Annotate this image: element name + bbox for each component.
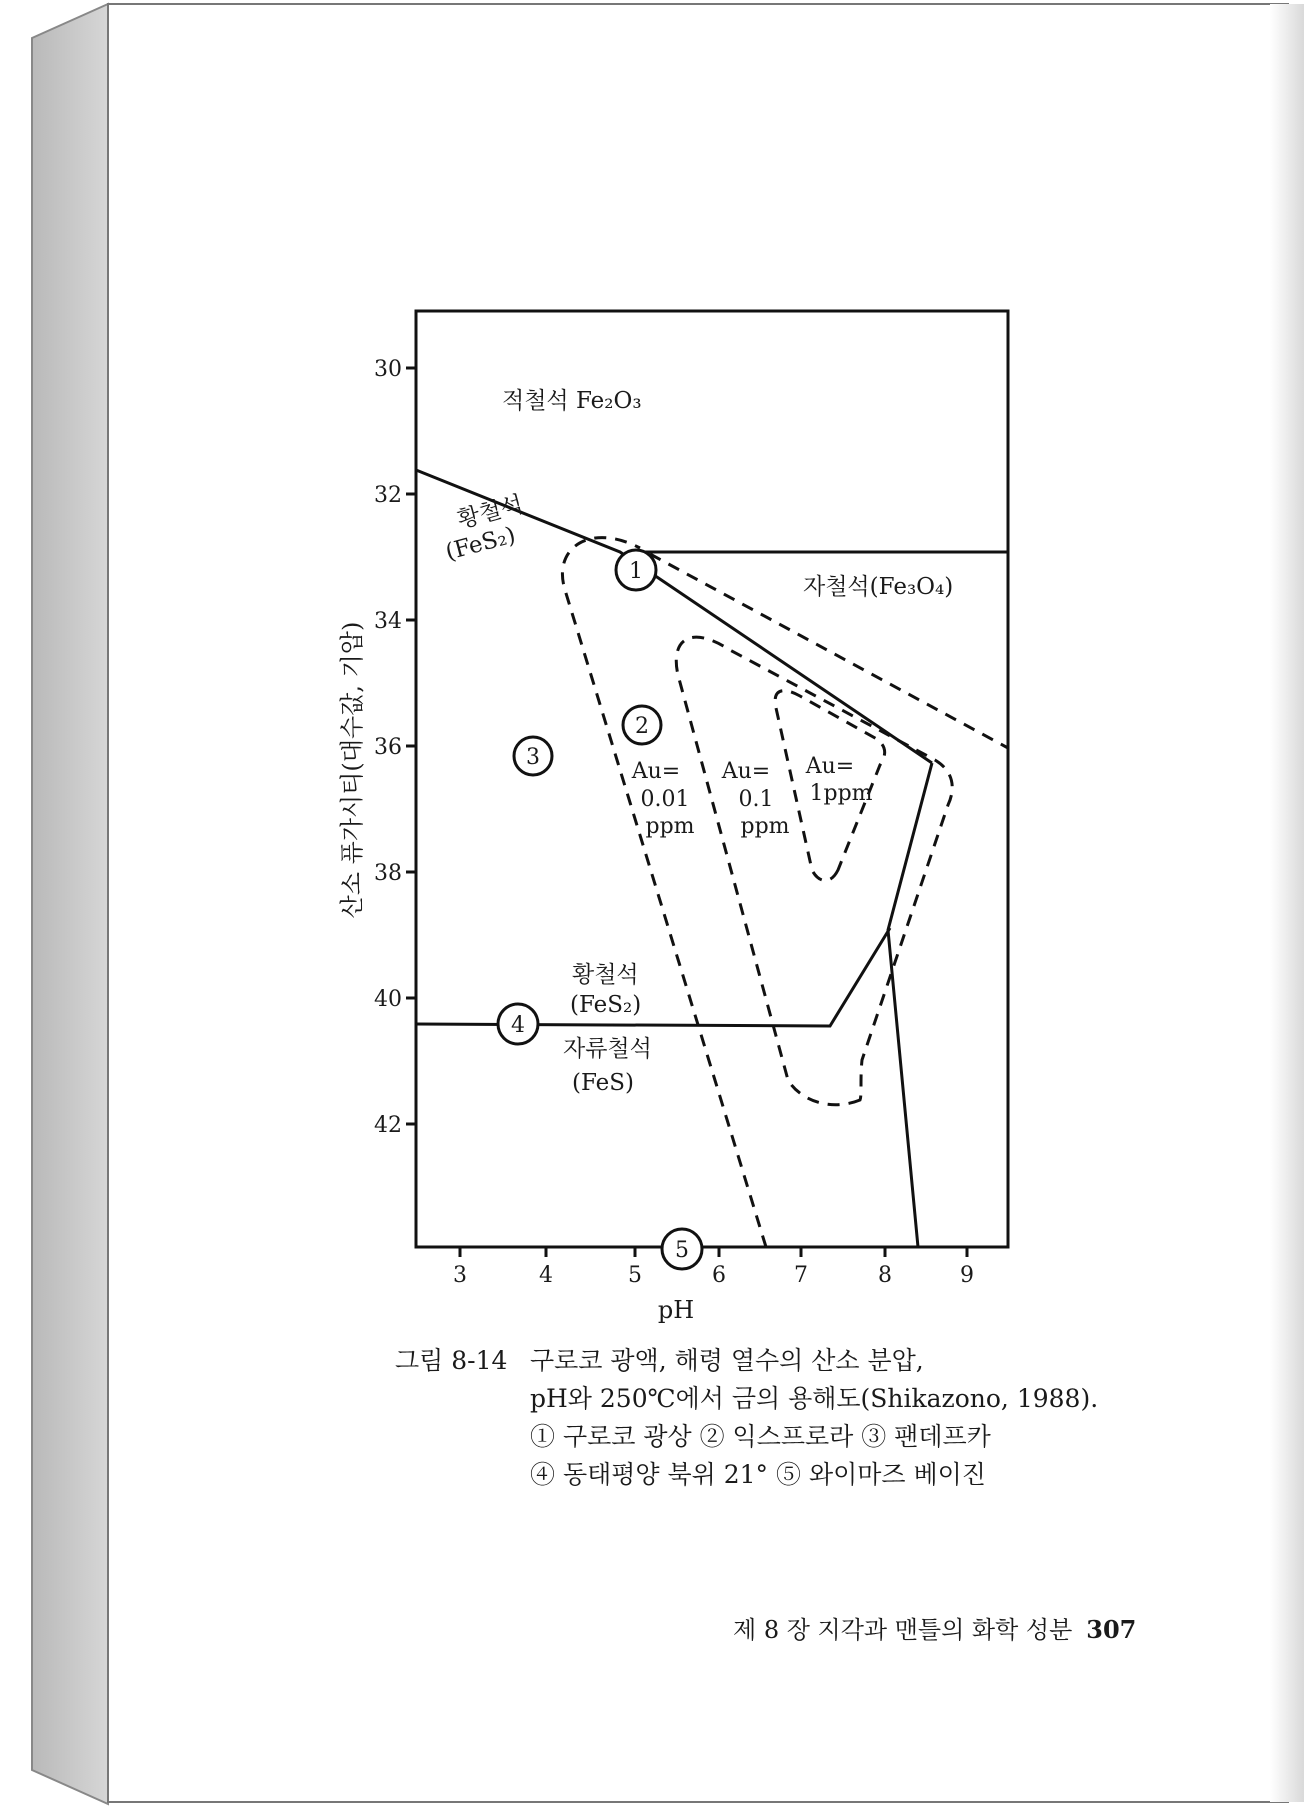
x-tick-label: 3: [453, 1263, 467, 1288]
contour-label: ppm: [645, 814, 695, 839]
plot-frame: [416, 311, 1008, 1247]
x-axis-title: pH: [657, 1296, 695, 1324]
marker-number: 4: [511, 1013, 525, 1038]
boundary-right: [888, 763, 932, 1247]
y-tick-label: 40: [374, 987, 402, 1012]
x-tick-label: 8: [878, 1263, 892, 1288]
figure-caption: [395, 1342, 1098, 1494]
contour-label: Au=: [721, 759, 771, 784]
caption-line-3: ① 구로코 광상 ② 익스프로라 ③ 팬데프카: [530, 1422, 991, 1451]
marker-number: 5: [675, 1238, 689, 1263]
contour-label: Au=: [805, 754, 855, 779]
contour-label: 0.01: [640, 787, 690, 812]
x-tick-label: 9: [960, 1263, 974, 1288]
region-pyrrhotite-formula: (FeS): [572, 1070, 635, 1096]
marker-number: 2: [635, 714, 649, 739]
contour-0-01ppm: [562, 538, 766, 1247]
region-pyrrhotite-name: 자류철석: [563, 1036, 652, 1062]
y-tick-label: 34: [374, 609, 402, 634]
contour-label: 1ppm: [809, 781, 873, 806]
caption-text: 구로코 광액, 해령 열수의 산소 분압,: [530, 1346, 924, 1375]
contour-0-1ppm: [676, 637, 952, 1105]
caption-label: 그림 8-14: [395, 1346, 508, 1375]
y-tick-label: 36: [374, 735, 402, 760]
chapter-title: 제 8 장 지각과 맨틀의 화학 성분: [733, 1616, 1073, 1644]
marker-number: 1: [629, 559, 643, 584]
y-tick-label: 30: [374, 357, 402, 382]
x-tick-label: 6: [712, 1263, 726, 1288]
y-tick-label: 38: [374, 861, 402, 886]
region-pyrite-lower-formula: (FeS₂): [570, 992, 642, 1018]
region-hematite: 적철석 Fe₂O₃: [502, 388, 642, 414]
marker-number: 3: [526, 745, 540, 770]
page-footer: [733, 1610, 1136, 1645]
x-tick-label: 4: [539, 1263, 553, 1288]
caption-line-1: [395, 1342, 1098, 1380]
contour-label: 0.1: [738, 787, 774, 812]
contour-label: ppm: [740, 814, 790, 839]
y-axis-title: 산소 퓨가시티(대수값, 기압): [338, 621, 366, 919]
y-tick-label: 42: [374, 1113, 402, 1138]
region-pyrite-upper-formula: (FeS₂): [442, 522, 519, 566]
gold-solubility-contours: [562, 538, 1008, 1247]
caption-line-2: pH와 250℃에서 금의 용해도(Shikazono, 1988).: [530, 1384, 1099, 1413]
page-number: 307: [1086, 1615, 1137, 1644]
x-tick-label: 5: [628, 1263, 642, 1288]
region-pyrite-lower-name: 황철석: [572, 962, 639, 988]
region-magnetite: 자철석(Fe₃O₄): [803, 574, 954, 600]
contour-label: Au=: [631, 759, 681, 784]
site-markers: [498, 550, 702, 1269]
boundary-pyrite-pyrrhotite: [416, 928, 890, 1026]
y-tick-label: 32: [374, 483, 402, 508]
region-pyrite-upper-name: 황철석: [454, 491, 526, 534]
caption-line-4: ④ 동태평양 북위 21° ⑤ 와이마즈 베이진: [530, 1460, 986, 1489]
x-tick-label: 7: [794, 1263, 808, 1288]
